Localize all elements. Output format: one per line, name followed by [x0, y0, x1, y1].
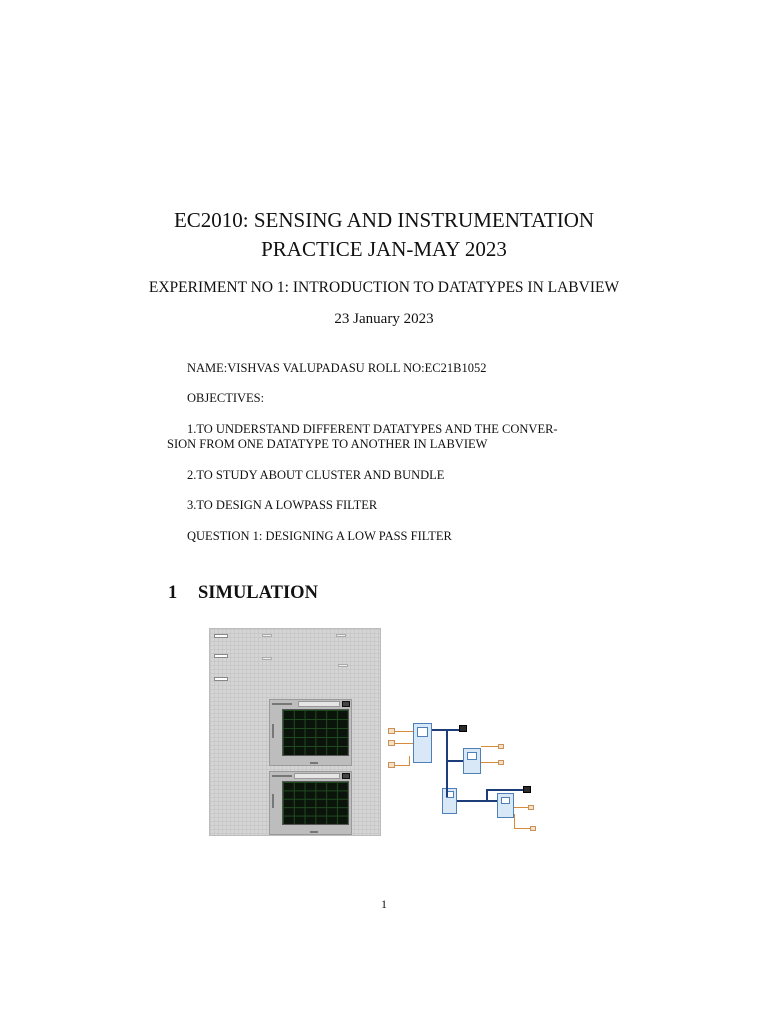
control-noise	[214, 676, 228, 681]
control-amplitude	[214, 633, 228, 638]
wire	[395, 765, 409, 766]
output-filtered-frequency	[530, 826, 536, 831]
objective-2: 2.TO STUDY ABOUT CLUSTER AND BUNDLE	[187, 468, 445, 482]
output-frequency	[498, 760, 504, 765]
graph-1-x-axis-label	[310, 762, 318, 764]
terminal-noise	[388, 762, 395, 768]
name-roll-line: NAME:VISHVAS VALUPADASU ROLL NO:EC21B1052	[187, 361, 487, 375]
terminal-amplitude	[388, 728, 395, 734]
objective-1-line1: 1.TO UNDERSTAND DIFFERENT DATATYPES AND THE CONVER-	[187, 422, 558, 436]
indicator-frequency	[262, 656, 272, 660]
section-heading	[168, 583, 318, 604]
graph-2-plot-area	[282, 781, 349, 825]
indicator-filtered-amplitude	[336, 633, 346, 637]
objective-1-line2: SION FROM ONE DATATYPE TO ANOTHER IN LABVIEW	[167, 437, 488, 451]
front-panel-screenshot	[209, 628, 381, 836]
objective-3: 3.TO DESIGN A LOWPASS FILTER	[187, 498, 378, 512]
graph-1-frame	[269, 699, 352, 766]
tone-vi-2-icon	[501, 797, 510, 804]
wire	[446, 760, 463, 762]
graph-2-plot-icon	[342, 773, 350, 779]
objectives-heading: OBJECTIVES:	[187, 391, 265, 405]
experiment-title: EXPERIMENT NO 1: INTRODUCTION TO DATATYPES IN LABVIEW	[148, 279, 620, 296]
wire	[457, 800, 497, 802]
graph-1-plot-area	[282, 709, 349, 756]
graph-2-legend	[294, 773, 340, 779]
filter-vi	[442, 788, 457, 814]
wire	[446, 729, 448, 797]
output-filtered-amplitude	[528, 805, 534, 810]
graph-1-terminal-icon	[459, 725, 467, 732]
graph-1-plot-icon	[342, 701, 350, 707]
section-title: SIMULATION	[198, 583, 318, 603]
section-number: 1	[168, 583, 178, 603]
course-title-line2: PRACTICE JAN-MAY 2023	[261, 237, 507, 261]
wire	[481, 746, 498, 747]
question-1: QUESTION 1: DESIGNING A LOW PASS FILTER	[187, 529, 452, 543]
graph-2-caption	[272, 775, 292, 777]
graph-2-frame	[269, 771, 352, 835]
tone-measurements-vi-1	[463, 748, 481, 774]
terminal-frequency	[388, 740, 395, 746]
tone-vi-1-icon	[467, 752, 477, 760]
wire	[395, 743, 413, 744]
wire	[486, 789, 523, 791]
control-frequency	[214, 653, 228, 658]
document-date: 23 January 2023	[334, 311, 434, 327]
wire	[395, 731, 413, 732]
wire	[514, 814, 515, 828]
wire	[514, 807, 528, 808]
page-number: 1	[381, 897, 387, 911]
wire	[481, 762, 498, 763]
tone-measurements-vi-2	[497, 793, 514, 818]
simulate-signal-icon	[417, 727, 428, 737]
indicator-filtered-frequency	[338, 663, 348, 667]
indicator-amplitude	[262, 633, 272, 637]
output-amplitude	[498, 744, 504, 749]
wire	[409, 756, 410, 766]
graph-2-y-axis-label	[272, 794, 274, 808]
graph-1-legend	[298, 701, 340, 707]
wire	[514, 828, 530, 829]
graph-2-terminal-icon	[523, 786, 531, 793]
block-diagram-screenshot	[386, 718, 556, 836]
graph-1-y-axis-label	[272, 724, 274, 738]
graph-1-caption	[272, 703, 292, 705]
simulate-signal-vi	[413, 723, 432, 763]
graph-2-x-axis-label	[310, 831, 318, 833]
course-title-line1: EC2010: SENSING AND INSTRUMENTATION	[173, 208, 595, 232]
